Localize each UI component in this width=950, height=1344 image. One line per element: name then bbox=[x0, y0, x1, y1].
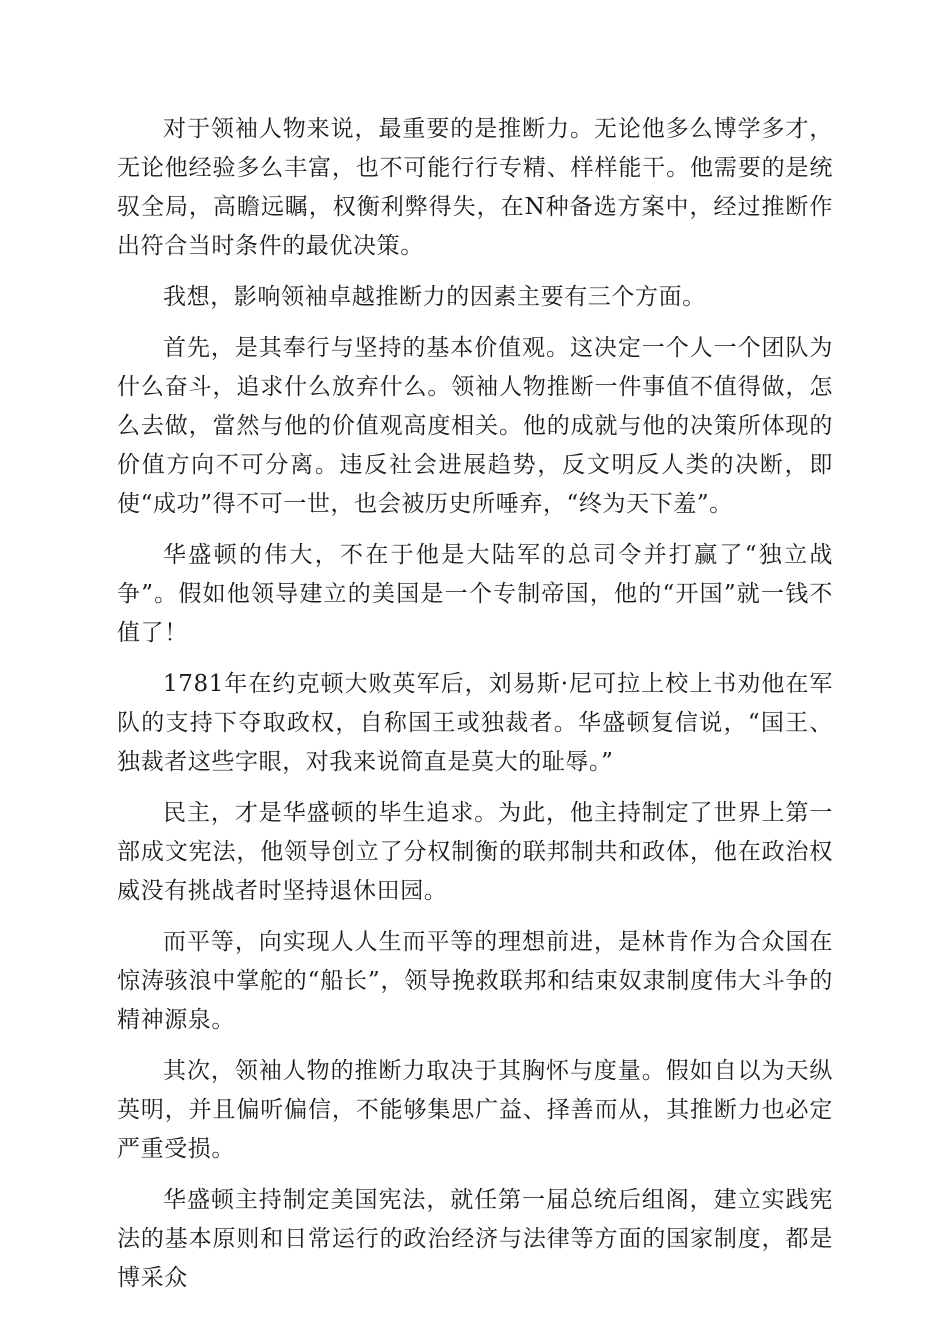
paragraph-9: 华盛顿主持制定美国宪法，就任第一届总统后组阁，建立实践宪法的基本原则和日常运行的政治经济与法律等方面的国家制度，都是博采众 bbox=[117, 1187, 833, 1291]
paragraph-6: 民主，才是华盛顿的毕生追求。为此，他主持制定了世界上第一部成文宪法，他领导创立了分权制衡的联邦制共和政体，他在政治权威没有挑战者时坚持退休田园。 bbox=[117, 800, 833, 904]
paragraph-2: 我想，影响领袖卓越推断力的因素主要有三个方面。 bbox=[163, 284, 706, 310]
paragraph-1: 对于领袖人物来说，最重要的是推断力。无论他多么博学多才，无论他经验多么丰富，也不可能行行专精、样样能干。他需要的是统驭全局，高瞻远瞩，权衡利弊得失，在N种备选方案中，经过推断作出符合当时条件的最优决策。 bbox=[117, 116, 833, 259]
paragraph-7: 而平等，向实现人人生而平等的理想前进，是林肯作为合众国在惊涛骇浪中掌舵的“船长”，领导挽救联邦和结束奴隶制度伟大斗争的精神源泉。 bbox=[117, 929, 833, 1033]
paragraph-5: 1781年在约克顿大败英军后，刘易斯·尼可拉上校上书劝他在军队的支持下夺取政权，自称国王或独裁者。华盛顿复信说，“国王、独裁者这些字眼，对我来说简直是莫大的耻辱。” bbox=[117, 671, 833, 775]
paragraph-8: 其次，领袖人物的推断力取决于其胸怀与度量。假如自以为天纵英明，并且偏听偏信，不能够集思广益、择善而从，其推断力也必定严重受损。 bbox=[117, 1058, 833, 1162]
document-body bbox=[117, 110, 833, 1310]
paragraph-4: 华盛顿的伟大，不在于他是大陆军的总司令并打赢了“独立战争”。假如他领导建立的美国是一个专制帝国，他的“开国”就一钱不值了！ bbox=[117, 542, 833, 646]
paragraph-3: 首先，是其奉行与坚持的基本价值观。这决定一个人一个团队为什么奋斗，追求什么放弃什么。领袖人物推断一件事值不值得做，怎么去做，當然与他的价值观高度相关。他的成就与他的决策所体现的价值方向不可分离。违反社会进展趋势，反文明反人类的决断，即使“成功”得不可一世，也会被历史所唾弃，“终为天下羞”。 bbox=[117, 335, 833, 517]
